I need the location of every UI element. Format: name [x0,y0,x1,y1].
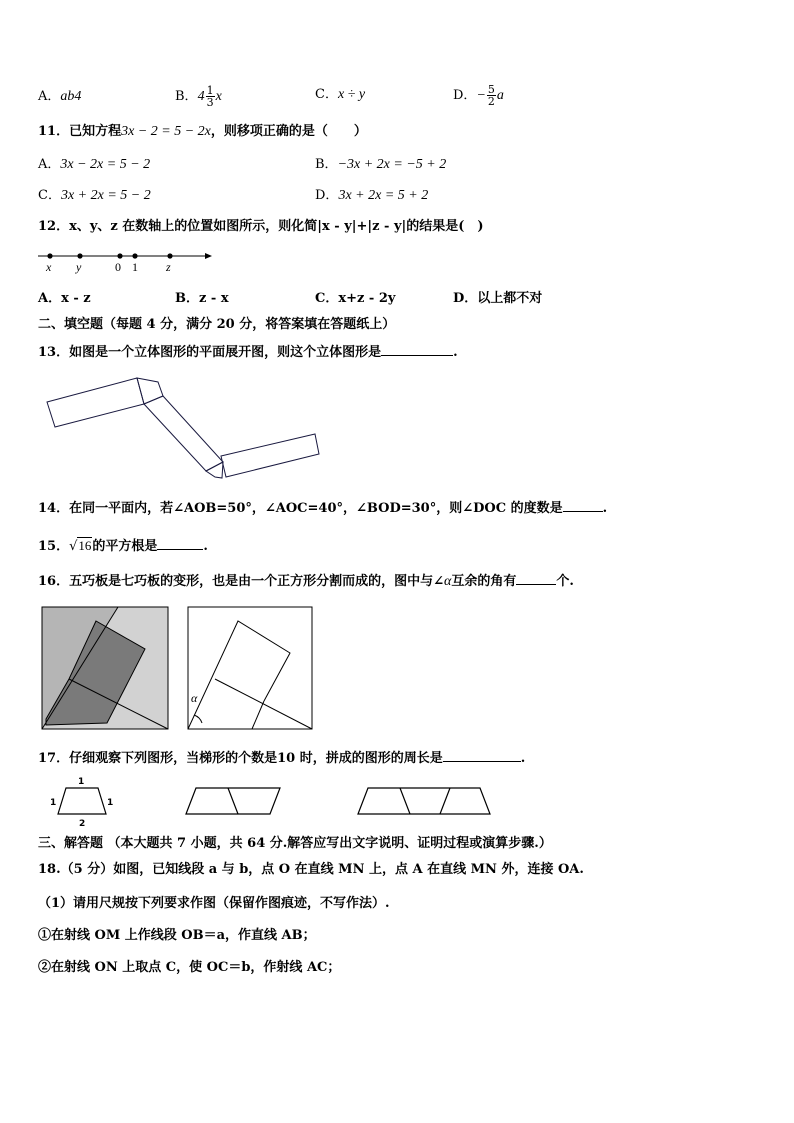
answer-blank [157,537,203,550]
label-left: 1 [50,798,57,808]
section-heading-answer: 三、解答题 （本大题共 7 小题，共 64 分.解答应写出文字说明、证明过程或演算步骤.） [38,836,552,851]
point-0 [117,253,122,258]
q10-option-b [175,83,222,111]
stem-text: 16．五巧板是七巧板的变形，也是由一个正方形分割而成的，图中与∠ [38,574,444,589]
option-label: A． [38,291,62,306]
mixed-whole: 4 [197,89,205,104]
trapezoid-pattern-figure [44,776,504,828]
net-face-right [221,434,319,477]
punctuation: . [203,539,208,554]
q13-stem [38,343,458,361]
variable: a [496,88,504,103]
pentagram-board-outline-figure [186,605,316,731]
option-label: C． [315,87,338,102]
q11-option-a [38,157,150,173]
q18-line-1: 18.（5 分）如图，已知线段 a 与 b，点 O 在直线 MN 上，点 A 在直线 MN 外，连接 OA. [38,862,584,877]
option-label: D． [453,291,478,306]
punctuation: . [520,751,526,766]
option-math: 3x − 2x = 5 − 2 [60,157,151,172]
denominator: 2 [487,95,495,108]
point-z [167,253,172,258]
alpha-label: α [191,691,198,705]
q14-stem [38,499,607,517]
q12-option-c [315,291,395,307]
net-face-middle [144,396,223,471]
q18-line-2: （1）请用尺规按下列要求作图（保留作图痕迹，不写作法）. [38,896,390,911]
stem-text: 14．在同一平面内，若∠AOB=50°，∠AOC=40°，∠BOD=30°，则∠DOC 的度数是 [38,501,563,516]
numerator: 5 [487,83,495,96]
axis-label-y: y [76,260,82,274]
option-label: C． [315,291,339,306]
sign: − [476,88,486,103]
label-top: 1 [78,777,85,787]
answer-blank [563,499,603,512]
number-line-figure [36,248,216,274]
option-label: B． [175,291,199,306]
q18-line-3: ①在射线 OM 上作线段 OB＝a，作直线 AB； [38,928,316,943]
angle-arc-icon [194,715,202,723]
option-math: x ÷ y [337,87,366,102]
axis-label-0: 0 [115,260,121,274]
axis-label-x: x [46,260,52,274]
fraction [206,85,215,108]
q12-stem: 12．x、y、z 在数轴上的位置如图所示，则化简|x - y|+|z - y|的结果是( ) [38,219,484,234]
radicand: 16 [78,538,92,553]
q12-option-b [175,291,229,307]
question-number: 11． [38,124,70,139]
option-label: B． [175,89,198,104]
net-triangle-bottom [206,462,223,478]
option-math: ab4 [60,89,82,104]
label-right: 1 [107,798,114,808]
q15-stem [38,537,208,555]
axis-label-z: z [166,260,171,274]
alpha-symbol: α [443,574,452,589]
stem-text: ，则移项正确的是（ ） [210,124,367,139]
option-text: 以上都不对 [477,291,543,306]
option-label: D． [315,188,339,203]
option-label: A． [38,89,61,104]
denominator: 3 [206,96,214,109]
option-label: C． [38,188,61,203]
equation: 3x − 2 = 5 − 2x [121,124,211,139]
stem-text: 已知方程 [69,124,122,139]
point-x [47,253,52,258]
option-text: x+z - 2y [338,291,396,306]
point-y [77,253,82,258]
punctuation: . [602,501,608,516]
option-text: z - x [199,291,229,306]
q12-option-d [453,291,542,307]
prism-net-figure [40,372,325,484]
q12-option-a [38,291,91,307]
trapezoid-single [58,788,106,814]
q10-option-d [453,81,504,111]
arrow-head-icon [205,253,212,259]
punctuation: . [453,345,458,360]
trapezoid-triple [358,788,490,814]
stem-text: 个. [556,574,574,589]
net-face-left [47,378,144,427]
stem-text: 互余的角有 [451,574,517,589]
option-math: 3x + 2x = 5 − 2 [60,188,151,203]
section-heading-fill-in: 二、填空题（每题 4 分，满分 20 分，将答案填在答题纸上） [38,317,396,332]
sqrt-sign-icon: √ [69,539,78,554]
q17-stem [38,749,525,767]
q10-option-a [38,89,81,105]
option-math: 3x + 2x = 5 + 2 [338,188,429,203]
fraction [487,84,496,107]
option-label: D． [453,88,477,103]
label-bottom: 2 [79,819,86,828]
question-number: 15． [38,539,70,554]
answer-blank [381,343,453,356]
option-label: A． [38,157,61,172]
axis-label-1: 1 [132,260,138,274]
q16-stem [38,572,574,590]
point-1 [132,253,137,258]
q11-option-d [315,188,428,204]
numerator: 1 [206,84,214,97]
pentagram-board-shaded-figure [40,605,170,731]
net-triangle-top [137,378,163,404]
q11-option-b [315,157,446,173]
q11-option-c [38,188,151,204]
option-text: x - z [61,291,91,306]
q11-stem [38,124,367,140]
q10-option-c [315,87,365,103]
option-math: −3x + 2x = −5 + 2 [337,157,447,172]
answer-blank [443,749,521,762]
option-label: B． [315,157,338,172]
stem-text: 17．仔细观察下列图形，当梯形的个数是10 时，拼成的图形的周长是 [38,751,443,766]
answer-blank [516,572,556,585]
stem-text: 13．如图是一个立体图形的平面展开图，则这个立体图形是 [38,345,382,360]
q18-line-4: ②在射线 ON 上取点 C，使 OC＝b，作射线 AC； [38,960,341,975]
variable: x [215,89,222,104]
stem-text: 的平方根是 [92,539,158,554]
